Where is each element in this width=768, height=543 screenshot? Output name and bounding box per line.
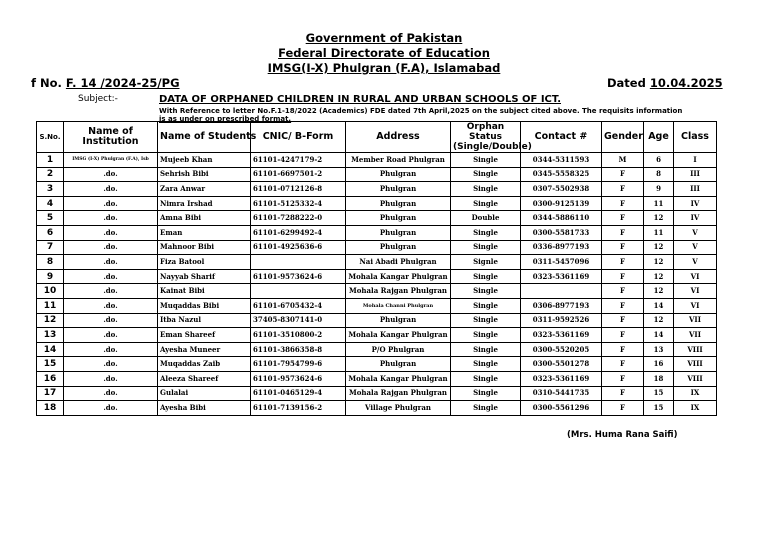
cell-orphan-status: Single [451, 182, 521, 197]
cell-age: 6 [644, 153, 674, 168]
cell-gender: F [602, 328, 644, 343]
cell-orphan-status: Single [451, 153, 521, 168]
cell-institution: IMSG (I-X) Phulgran (F.A), Isb [64, 153, 158, 168]
cell-class: VII [674, 313, 717, 328]
cell-orphan-status: Single [451, 225, 521, 240]
cell-orphan-status: Single [451, 284, 521, 299]
cell-sno: 10 [37, 284, 64, 299]
cell-class: VI [674, 269, 717, 284]
cell-cnic: 61101-5125332-4 [251, 196, 346, 211]
cell-contact: 0300-9125139 [521, 196, 602, 211]
cell-institution: .do. [64, 371, 158, 386]
cell-cnic: 61101-7139156-2 [251, 401, 346, 416]
cell-institution: .do. [64, 284, 158, 299]
cell-student-name: Muqaddas Zaib [158, 357, 251, 372]
cell-class: VI [674, 298, 717, 313]
table-row [37, 386, 717, 401]
cell-address: Phulgran [346, 357, 451, 372]
cell-class: VII [674, 328, 717, 343]
cell-student-name: Muqaddas Bibi [158, 298, 251, 313]
cell-age: 12 [644, 211, 674, 226]
cell-age: 9 [644, 182, 674, 197]
cell-address: Phulgran [346, 211, 451, 226]
cell-address: Phulgran [346, 196, 451, 211]
cell-cnic: 61101-4925636-6 [251, 240, 346, 255]
table-row [37, 255, 717, 270]
cell-institution: .do. [64, 255, 158, 270]
cell-contact [521, 284, 602, 299]
table-row [37, 167, 717, 182]
cell-institution: .do. [64, 225, 158, 240]
cell-class: V [674, 240, 717, 255]
cell-gender: F [602, 225, 644, 240]
cell-class: V [674, 255, 717, 270]
cell-student-name: Amna Bibi [158, 211, 251, 226]
cell-gender: F [602, 269, 644, 284]
cell-orphan-status: Single [451, 401, 521, 416]
cell-address: Phulgran [346, 167, 451, 182]
cell-age: 16 [644, 357, 674, 372]
table-row [37, 211, 717, 226]
cell-student-name: Ayesha Bibi [158, 401, 251, 416]
cell-sno: 17 [37, 386, 64, 401]
cell-age: 12 [644, 313, 674, 328]
cell-gender: F [602, 342, 644, 357]
cell-sno: 5 [37, 211, 64, 226]
cell-student-name: Sehrish Bibi [158, 167, 251, 182]
cell-gender: F [602, 371, 644, 386]
cell-sno: 8 [37, 255, 64, 270]
subject-label: Subject:- [78, 94, 118, 104]
table-row [37, 401, 717, 416]
cell-orphan-status: Single [451, 269, 521, 284]
header-directorate: Federal Directorate of Education [278, 46, 490, 60]
cell-class: V [674, 225, 717, 240]
date-value: 10.04.2025 [649, 76, 723, 90]
col-header-student: Name of Students [158, 122, 251, 153]
cell-cnic: 61101-7954799-6 [251, 357, 346, 372]
col-header-institution: Name of Institution [64, 122, 158, 153]
cell-orphan-status: Single [451, 313, 521, 328]
cell-orphan-status: Single [451, 357, 521, 372]
cell-cnic: 37405-8307141-0 [251, 313, 346, 328]
table-row [37, 225, 717, 240]
cell-address: Member Road Phulgran [346, 153, 451, 168]
cell-gender: F [602, 211, 644, 226]
cell-cnic: 61101-6697501-2 [251, 167, 346, 182]
cell-age: 14 [644, 298, 674, 313]
table-row [37, 328, 717, 343]
table-row [37, 153, 717, 168]
cell-orphan-status: Single [451, 298, 521, 313]
file-number-label: f No. [31, 76, 66, 90]
cell-student-name: Eman [158, 225, 251, 240]
cell-address: Phulgran [346, 313, 451, 328]
col-header-contact: Contact # [521, 122, 602, 153]
col-header-cnic: CNIC/ B-Form [251, 122, 346, 153]
cell-student-name: Gulalai [158, 386, 251, 401]
cell-class: IV [674, 196, 717, 211]
cell-address: P/O Phulgran [346, 342, 451, 357]
cell-class: VI [674, 284, 717, 299]
reference-line-1: With Reference to letter No.F.1-18/2022 (Academics) FDE dated 7th April,2025 on the subject cited above. The requisits information [159, 107, 683, 115]
table-row [37, 298, 717, 313]
cell-sno: 13 [37, 328, 64, 343]
cell-sno: 6 [37, 225, 64, 240]
cell-class: I [674, 153, 717, 168]
cell-address: Mohala Rajgan Phulgran [346, 284, 451, 299]
cell-cnic [251, 255, 346, 270]
cell-sno: 16 [37, 371, 64, 386]
cell-contact: 0311-9592526 [521, 313, 602, 328]
cell-gender: F [602, 182, 644, 197]
cell-class: VIII [674, 342, 717, 357]
table-row [37, 240, 717, 255]
table-row [37, 313, 717, 328]
cell-orphan-status: Signle [451, 255, 521, 270]
cell-age: 12 [644, 284, 674, 299]
cell-age: 15 [644, 401, 674, 416]
cell-institution: .do. [64, 313, 158, 328]
cell-address: Phulgran [346, 240, 451, 255]
cell-age: 11 [644, 196, 674, 211]
col-header-address: Address [346, 122, 451, 153]
cell-institution: .do. [64, 269, 158, 284]
cell-contact: 0323-5361169 [521, 269, 602, 284]
cell-student-name: Fiza Batool [158, 255, 251, 270]
date [607, 76, 723, 90]
cell-cnic: 61101-0712126-8 [251, 182, 346, 197]
cell-age: 13 [644, 342, 674, 357]
cell-student-name: Mahnoor Bibi [158, 240, 251, 255]
cell-contact: 0300-5581733 [521, 225, 602, 240]
cell-address: Mohala Channi Phulgran [346, 298, 451, 313]
cell-institution: .do. [64, 357, 158, 372]
cell-gender: F [602, 298, 644, 313]
cell-class: IX [674, 386, 717, 401]
cell-contact: 0311-5457096 [521, 255, 602, 270]
cell-institution: .do. [64, 342, 158, 357]
cell-age: 18 [644, 371, 674, 386]
cell-institution: .do. [64, 386, 158, 401]
orphan-data-table [36, 121, 717, 416]
cell-class: VIII [674, 371, 717, 386]
cell-student-name: Ayesha Muneer [158, 342, 251, 357]
table-row [37, 182, 717, 197]
cell-contact: 0344-5311593 [521, 153, 602, 168]
cell-gender: F [602, 196, 644, 211]
cell-orphan-status: Double [451, 211, 521, 226]
cell-gender: F [602, 357, 644, 372]
col-header-age: Age [644, 122, 674, 153]
col-header-gender: Gender [602, 122, 644, 153]
cell-gender: F [602, 167, 644, 182]
table-header-row [37, 122, 717, 153]
cell-age: 11 [644, 225, 674, 240]
cell-address: Phulgran [346, 225, 451, 240]
col-header-orphan-status: Orphan Status (Single/Double) [451, 122, 521, 153]
cell-gender: F [602, 401, 644, 416]
cell-student-name: Zara Anwar [158, 182, 251, 197]
cell-sno: 12 [37, 313, 64, 328]
cell-sno: 11 [37, 298, 64, 313]
cell-cnic: 61101-4247179-2 [251, 153, 346, 168]
cell-sno: 7 [37, 240, 64, 255]
cell-cnic: 61101-3866358-8 [251, 342, 346, 357]
cell-orphan-status: Single [451, 342, 521, 357]
cell-institution: .do. [64, 328, 158, 343]
cell-address: Mohala Kangar Phulgran [346, 269, 451, 284]
cell-student-name: Kainat Bibi [158, 284, 251, 299]
cell-class: IX [674, 401, 717, 416]
cell-age: 12 [644, 269, 674, 284]
cell-contact: 0300-5561296 [521, 401, 602, 416]
signature: (Mrs. Huma Rana Saifi) [567, 430, 678, 440]
cell-address: Phulgran [346, 182, 451, 197]
reference-line-2: is as under on prescribed format. [159, 115, 292, 123]
cell-cnic [251, 284, 346, 299]
col-header-sno: S.No. [37, 122, 64, 153]
col-header-class: Class [674, 122, 717, 153]
cell-institution: .do. [64, 211, 158, 226]
cell-gender: F [602, 386, 644, 401]
cell-institution: .do. [64, 298, 158, 313]
cell-student-name: Nayyab Sharif [158, 269, 251, 284]
cell-sno: 4 [37, 196, 64, 211]
cell-contact: 0300-5520205 [521, 342, 602, 357]
cell-gender: F [602, 284, 644, 299]
cell-sno: 1 [37, 153, 64, 168]
cell-age: 15 [644, 386, 674, 401]
cell-orphan-status: Single [451, 386, 521, 401]
header-government: Government of Pakistan [305, 31, 463, 45]
table-row [37, 269, 717, 284]
cell-student-name: Eman Shareef [158, 328, 251, 343]
table-row [37, 342, 717, 357]
cell-cnic: 61101-3510800-2 [251, 328, 346, 343]
cell-address: Nai Abadi Phulgran [346, 255, 451, 270]
cell-gender: F [602, 240, 644, 255]
cell-orphan-status: Single [451, 167, 521, 182]
cell-sno: 18 [37, 401, 64, 416]
cell-contact: 0323-5361169 [521, 328, 602, 343]
date-label: Dated [607, 76, 650, 90]
cell-orphan-status: Single [451, 196, 521, 211]
table-row [37, 357, 717, 372]
cell-address: Mohala Kangar Phulgran [346, 371, 451, 386]
cell-class: VIII [674, 357, 717, 372]
cell-contact: 0344-5886110 [521, 211, 602, 226]
cell-sno: 2 [37, 167, 64, 182]
cell-institution: .do. [64, 240, 158, 255]
cell-orphan-status: Single [451, 328, 521, 343]
cell-orphan-status: Single [451, 240, 521, 255]
cell-cnic: 61101-9573624-6 [251, 371, 346, 386]
cell-cnic: 61101-6705432-4 [251, 298, 346, 313]
cell-sno: 14 [37, 342, 64, 357]
cell-gender: M [602, 153, 644, 168]
cell-institution: .do. [64, 401, 158, 416]
cell-student-name: Itba Nazul [158, 313, 251, 328]
cell-student-name: Nimra Irshad [158, 196, 251, 211]
cell-age: 12 [644, 255, 674, 270]
cell-contact: 0306-8977193 [521, 298, 602, 313]
cell-cnic: 61101-7288222-0 [251, 211, 346, 226]
cell-contact: 0300-5501278 [521, 357, 602, 372]
cell-class: III [674, 182, 717, 197]
cell-contact: 0310-5441735 [521, 386, 602, 401]
cell-orphan-status: Single [451, 371, 521, 386]
cell-sno: 15 [37, 357, 64, 372]
cell-student-name: Aleeza Shareef [158, 371, 251, 386]
cell-gender: F [602, 313, 644, 328]
cell-contact: 0323-5361169 [521, 371, 602, 386]
cell-address: Village Phulgran [346, 401, 451, 416]
cell-cnic: 61101-9573624-6 [251, 269, 346, 284]
cell-student-name: Mujeeb Khan [158, 153, 251, 168]
cell-class: III [674, 167, 717, 182]
cell-age: 8 [644, 167, 674, 182]
cell-contact: 0307-5502938 [521, 182, 602, 197]
cell-class: IV [674, 211, 717, 226]
cell-address: Mohala Kangar Phulgran [346, 328, 451, 343]
cell-contact: 0336-8977193 [521, 240, 602, 255]
cell-sno: 9 [37, 269, 64, 284]
file-number-value: F. 14 /2024-25/PG [65, 76, 180, 90]
cell-age: 12 [644, 240, 674, 255]
cell-institution: .do. [64, 196, 158, 211]
file-number [31, 76, 180, 90]
subject-text: DATA OF ORPHANED CHILDREN IN RURAL AND URBAN SCHOOLS OF ICT. [159, 94, 561, 105]
table-row [37, 196, 717, 211]
table-row [37, 371, 717, 386]
cell-address: Mohala Rajgan Phulgran [346, 386, 451, 401]
cell-contact: 0345-5558325 [521, 167, 602, 182]
cell-age: 14 [644, 328, 674, 343]
cell-sno: 3 [37, 182, 64, 197]
cell-institution: .do. [64, 167, 158, 182]
cell-cnic: 61101-0465129-4 [251, 386, 346, 401]
cell-cnic: 61101-6299492-4 [251, 225, 346, 240]
cell-gender: F [602, 255, 644, 270]
cell-institution: .do. [64, 182, 158, 197]
header-school: IMSG(I-X) Phulgran (F.A), Islamabad [267, 61, 501, 75]
table-row [37, 284, 717, 299]
